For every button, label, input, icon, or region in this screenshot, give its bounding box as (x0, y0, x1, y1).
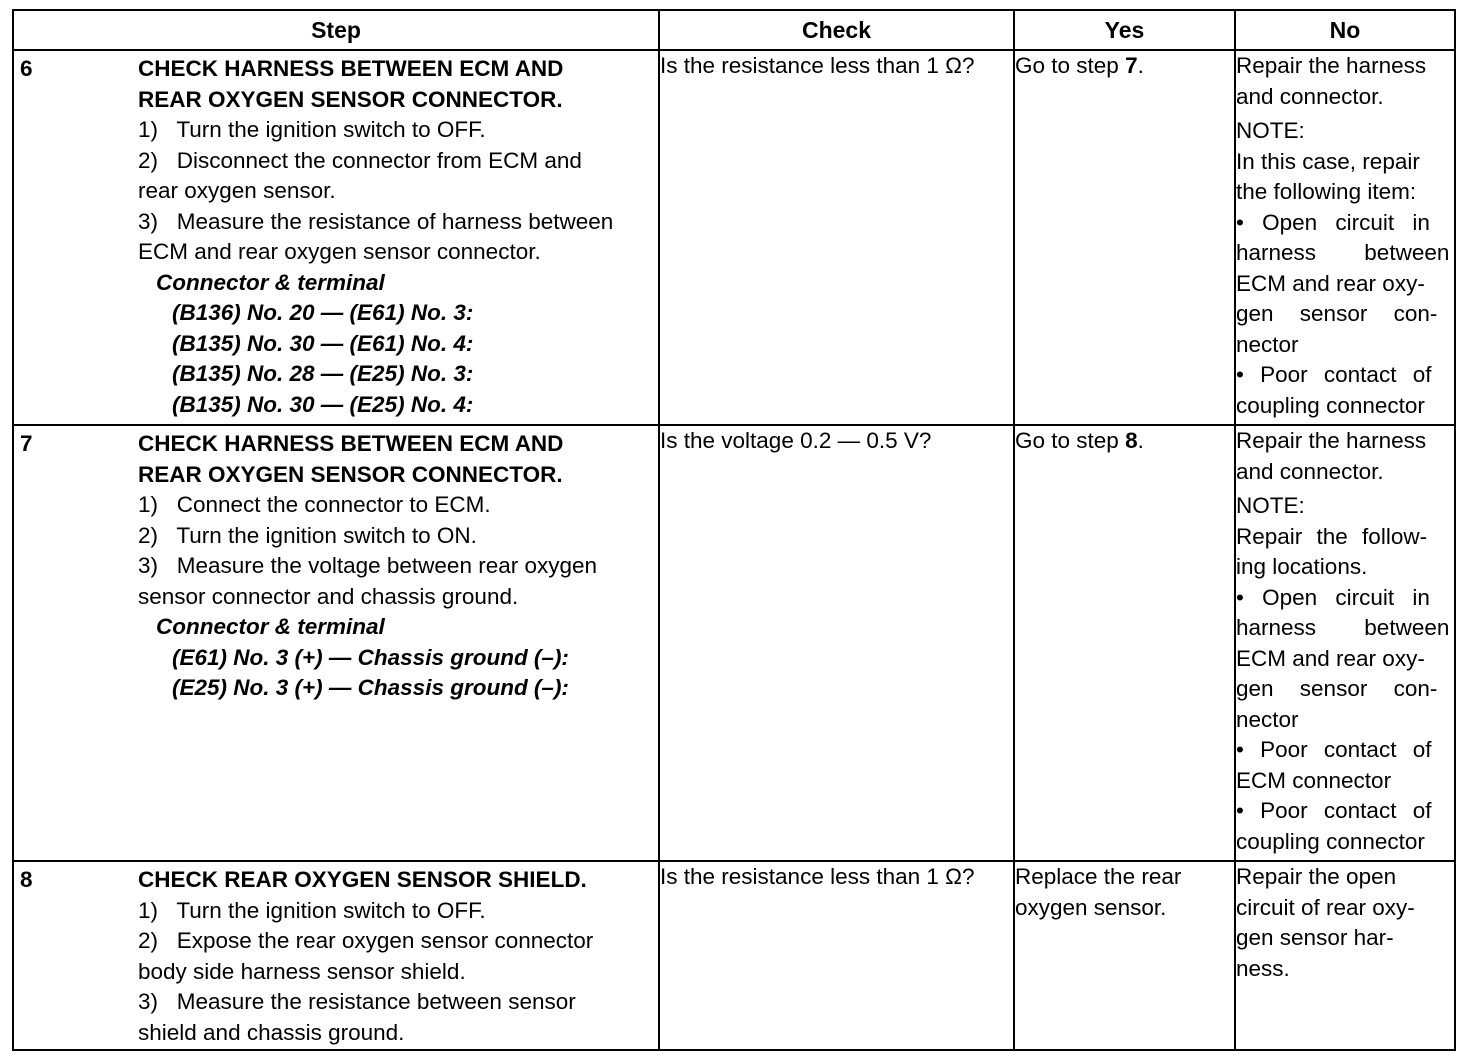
step-number: 6 (20, 56, 33, 81)
step-cell (13, 50, 659, 425)
check-question: Is the voltage 0.2 — 0.5 V? (660, 428, 932, 453)
no-line: • Poor contact of (1236, 737, 1432, 762)
terminal-spec: (B135) No. 30 — (E61) No. 4: (172, 330, 474, 356)
check-question: Is the resistance less than 1 Ω? (660, 53, 975, 78)
no-cell (1235, 425, 1455, 861)
no-line: Repair the harness (1236, 53, 1427, 78)
yes-prefix: Go to step (1015, 428, 1126, 453)
no-cell (1235, 50, 1455, 425)
no-line: ECM and rear oxy- (1236, 645, 1425, 671)
yes-cell (1014, 861, 1235, 1050)
step-title: CHECK HARNESS BETWEEN ECM AND (138, 56, 564, 81)
no-line: gen sensor con- (1236, 676, 1438, 701)
no-line: harness between (1236, 615, 1450, 640)
no-line: coupling connector (1236, 392, 1425, 418)
no-line: nector (1236, 331, 1299, 357)
instruction-line: 1) Connect the connector to ECM. (138, 492, 491, 517)
yes-cell (1014, 50, 1235, 425)
step-title: REAR OXYGEN SENSOR CONNECTOR. (138, 86, 563, 112)
table-header-row (13, 10, 1455, 50)
no-line: • Open circuit in (1236, 584, 1430, 610)
no-line: ECM and rear oxy- (1236, 270, 1425, 296)
check-cell (659, 50, 1014, 425)
table-row (13, 861, 1455, 1050)
yes-prefix: Go to step (1015, 53, 1126, 78)
no-line: the following item: (1236, 179, 1417, 204)
note-label: NOTE: (1236, 118, 1305, 143)
instruction-line: ECM and rear oxygen sensor connector. (138, 239, 541, 264)
terminal-spec: (B135) No. 28 — (E25) No. 3: (172, 361, 474, 386)
no-line: Repair the harness (1236, 428, 1427, 453)
instruction-line: body side harness sensor shield. (138, 958, 466, 984)
no-line: and connector. (1236, 83, 1384, 109)
no-line: and connector. (1236, 458, 1384, 484)
yes-line: Replace the rear (1015, 864, 1182, 889)
diagnostic-table (12, 9, 1456, 1051)
no-line: ECM connector (1236, 767, 1392, 793)
no-line: In this case, repair (1236, 148, 1420, 174)
no-line: Repair the open (1236, 864, 1397, 889)
no-line: ness. (1236, 955, 1290, 981)
header-step: Step (13, 10, 659, 50)
yes-step-number: 8 (1125, 428, 1138, 453)
instruction-line: sensor connector and chassis ground. (138, 583, 519, 609)
no-line: ing locations. (1236, 554, 1368, 579)
check-cell (659, 861, 1014, 1050)
terminal-spec: (B136) No. 20 — (E61) No. 3: (172, 300, 474, 325)
instruction-line: 3) Measure the resistance between sensor (138, 989, 576, 1014)
no-line: Repair the follow- (1236, 523, 1428, 549)
step-title: REAR OXYGEN SENSOR CONNECTOR. (138, 461, 563, 487)
yes-step-number: 7 (1125, 53, 1138, 78)
no-line: gen sensor har- (1236, 925, 1394, 950)
instruction-line: shield and chassis ground. (138, 1019, 405, 1045)
instruction-line: 3) Measure the resistance of harness between (138, 208, 614, 234)
instruction-line: 2) Turn the ignition switch to ON. (138, 522, 477, 548)
step-title: CHECK REAR OXYGEN SENSOR SHIELD. (138, 867, 587, 892)
yes-suffix: . (1137, 428, 1144, 453)
no-line: nector (1236, 706, 1299, 732)
no-line: harness between (1236, 240, 1450, 265)
header-check: Check (659, 10, 1014, 50)
instruction-line: 2) Expose the rear oxygen sensor connector (138, 928, 594, 953)
table-row (13, 425, 1455, 861)
instruction-line: 3) Measure the voltage between rear oxygen (138, 553, 598, 578)
connector-terminal-heading: Connector & terminal (156, 269, 385, 295)
check-cell (659, 425, 1014, 861)
no-cell (1235, 861, 1455, 1050)
instruction-line: 1) Turn the ignition switch to OFF. (138, 897, 486, 923)
step-title: CHECK HARNESS BETWEEN ECM AND (138, 431, 564, 456)
terminal-spec: (E61) No. 3 (+) — Chassis ground (–): (172, 644, 569, 670)
no-line: • Open circuit in (1236, 209, 1430, 235)
instruction-line: rear oxygen sensor. (138, 178, 336, 203)
step-cell (13, 425, 659, 861)
check-question: Is the resistance less than 1 Ω? (660, 864, 975, 889)
step-number: 7 (20, 431, 33, 456)
instruction-line: 2) Disconnect the connector from ECM and (138, 147, 582, 173)
yes-line: oxygen sensor. (1015, 894, 1167, 920)
header-yes: Yes (1014, 10, 1235, 50)
table-row (13, 50, 1455, 425)
no-line: • Poor contact of (1236, 798, 1432, 823)
yes-suffix: . (1137, 53, 1144, 78)
step-number: 8 (20, 867, 33, 892)
header-no: No (1235, 10, 1455, 50)
note-label: NOTE: (1236, 493, 1305, 518)
connector-terminal-heading: Connector & terminal (156, 614, 385, 639)
no-line: gen sensor con- (1236, 301, 1438, 326)
instruction-line: 1) Turn the ignition switch to OFF. (138, 117, 486, 142)
yes-cell (1014, 425, 1235, 861)
terminal-spec: (B135) No. 30 — (E25) No. 4: (172, 391, 474, 417)
step-cell (13, 861, 659, 1050)
terminal-spec: (E25) No. 3 (+) — Chassis ground (–): (172, 675, 569, 700)
no-line: circuit of rear oxy- (1236, 894, 1415, 920)
no-line: • Poor contact of (1236, 362, 1432, 387)
no-line: coupling connector (1236, 828, 1425, 854)
